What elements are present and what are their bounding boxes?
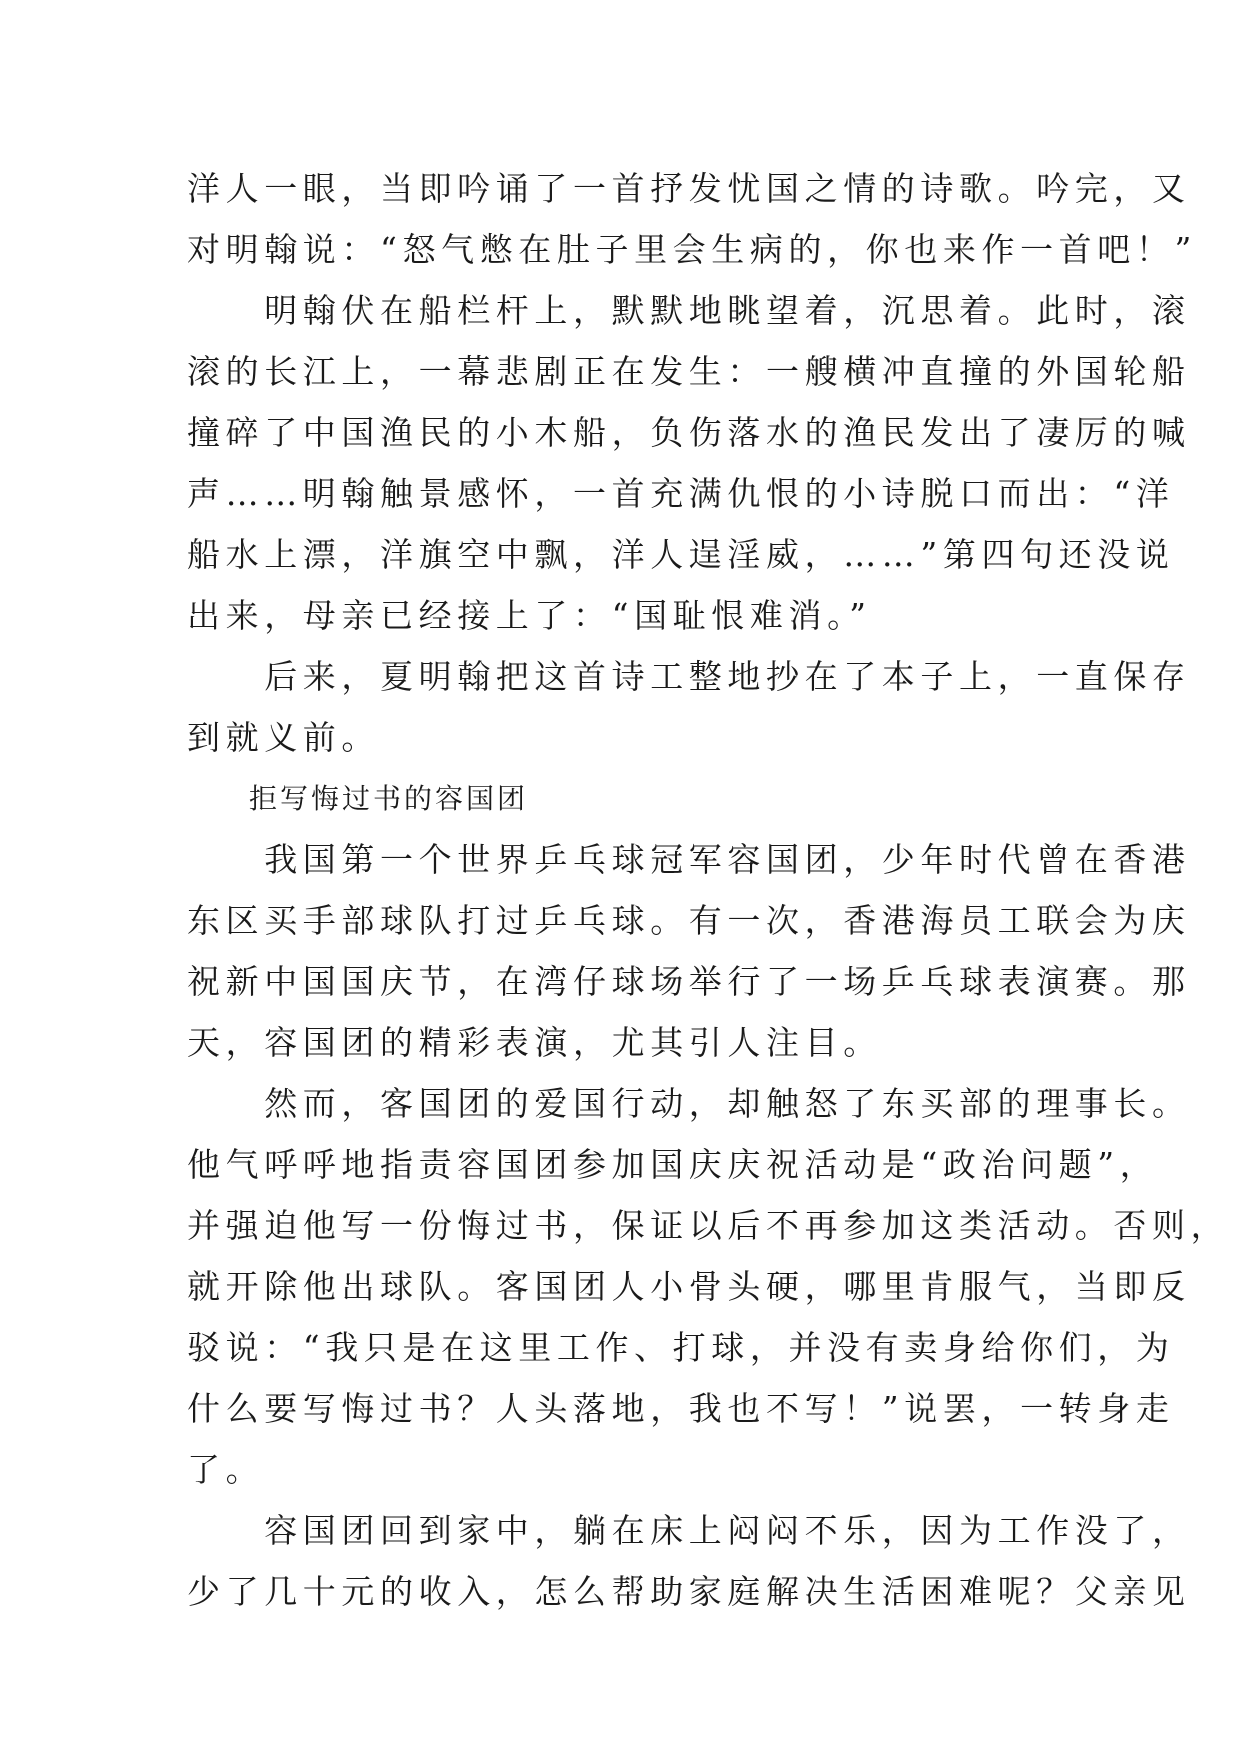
text-line: 滚的长江上，一幕悲剧正在发生：一艘横冲直撞的外国轮船 — [187, 352, 1191, 391]
text-line: 声……明翰触景感怀，一首充满仇恨的小诗脱口而出：“洋 — [187, 474, 1175, 513]
text-line: 少了几十元的收入，怎么帮助家庭解决生活困难呢？父亲见 — [187, 1572, 1191, 1611]
text-line: 撞碎了中国渔民的小木船，负伤落水的渔民发出了凄厉的喊 — [187, 413, 1191, 452]
text-line: 容国团回到家中，躺在床上闷闷不乐，因为工作没了， — [187, 1511, 1191, 1550]
text-line: 东区买手部球队打过乒乓球。有一次，香港海员工联会为庆 — [187, 901, 1191, 940]
text-line: 就开除他出球队。客国团人小骨头硬，哪里肯服气，当即反 — [187, 1267, 1191, 1306]
text-line: 船水上漂，洋旗空中飘，洋人逞淫威，……”第四句还没说 — [187, 535, 1175, 574]
text-line: 对明翰说：“怒气憋在肚子里会生病的，你也来作一首吧！” — [187, 230, 1197, 269]
text-line: 祝新中国国庆节，在湾仔球场举行了一场乒乓球表演赛。那 — [187, 962, 1191, 1001]
text-line: 天，容国团的精彩表演，尤其引人注目。 — [187, 1023, 882, 1062]
text-line: 后来，夏明翰把这首诗工整地抄在了本子上，一直保存 — [187, 657, 1191, 696]
text-line: 然而，客国团的爱国行动，却触怒了东买部的理事长。 — [187, 1084, 1191, 1123]
text-line: 我国第一个世界乒乓球冠军容国团，少年时代曾在香港 — [187, 840, 1191, 879]
body-text — [187, 158, 1230, 1622]
text-line: 并强迫他写一份悔过书，保证以后不再参加这类活动。否则， — [187, 1206, 1230, 1245]
text-line: 他气呼呼地指责容国团参加国庆庆祝活动是“政治问题”， — [187, 1145, 1159, 1184]
text-line: 驳说：“我只是在这里工作、打球，并没有卖身给你们，为 — [187, 1328, 1175, 1367]
text-line: 了。 — [187, 1450, 265, 1489]
section-heading: 拒写悔过书的容国团 — [187, 782, 529, 815]
text-line: 洋人一眼，当即吟诵了一首抒发忧国之情的诗歌。吟完，又 — [187, 169, 1191, 208]
text-line: 出来，母亲已经接上了：“国耻恨难消。” — [187, 596, 872, 635]
text-line: 到就义前。 — [187, 718, 380, 757]
text-line: 明翰伏在船栏杆上，默默地眺望着，沉思着。此时，滚 — [187, 291, 1191, 330]
text-line: 什么要写悔过书？人头落地，我也不写！”说罢，一转身走 — [187, 1389, 1175, 1428]
